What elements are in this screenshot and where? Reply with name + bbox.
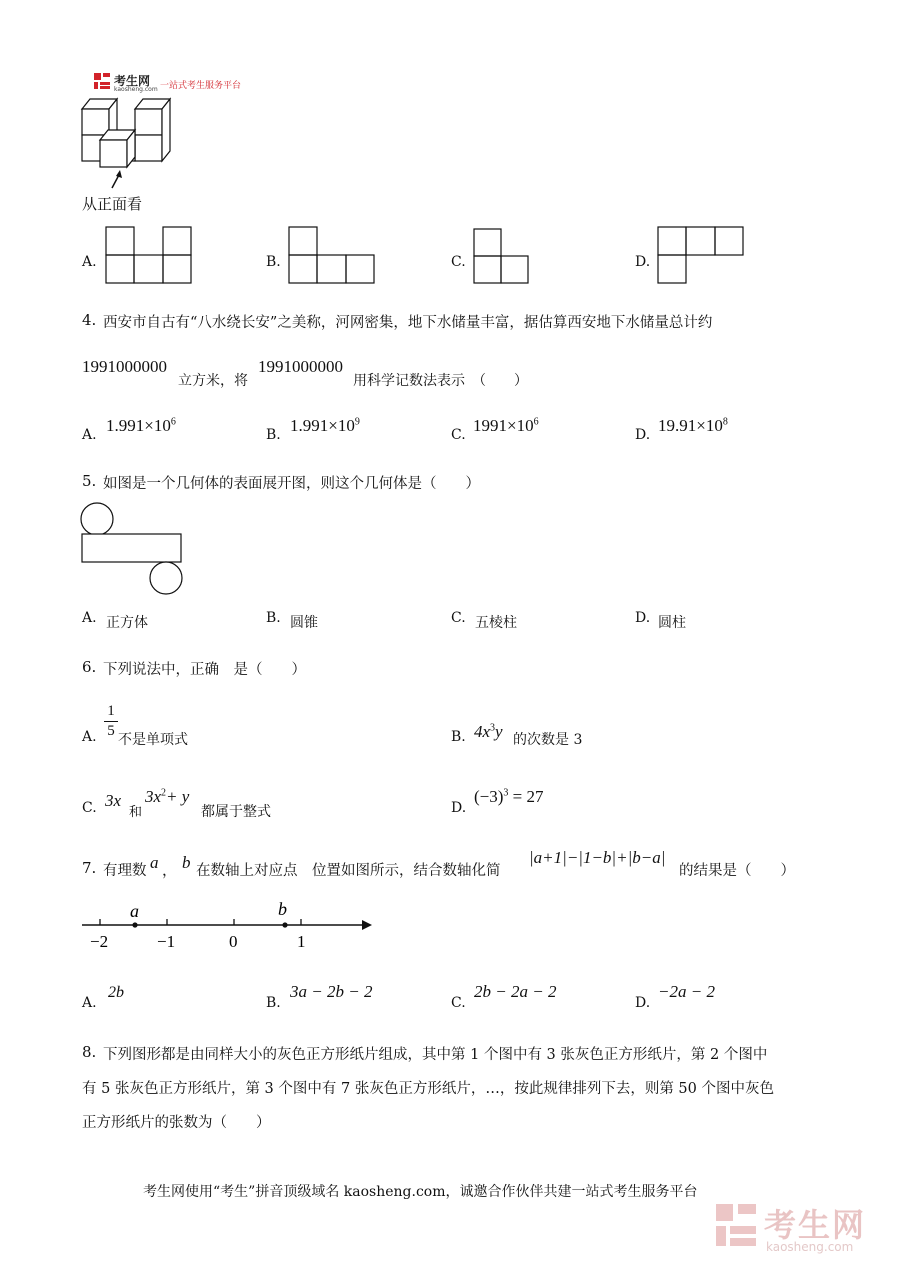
q4-option-b-value[interactable] [290, 416, 360, 436]
q6-option-a-text[interactable]: 不是单项式 [118, 732, 188, 748]
q4-option-c-exp: 6 [533, 416, 539, 428]
cube-stack-figure [80, 96, 190, 192]
q6-option-b-exp: 3 [490, 722, 496, 734]
q6-option-b-base: 4x [474, 722, 491, 741]
q6-option-b-letter[interactable]: B. [451, 729, 466, 745]
q3-option-b-figure[interactable] [288, 226, 376, 284]
q7-option-a-letter[interactable]: A. [82, 995, 97, 1011]
q6-option-b-expr[interactable] [474, 722, 503, 742]
q4-option-a-value[interactable] [106, 416, 176, 436]
q6-option-d-expr[interactable] [474, 787, 544, 807]
q8-stem-line1: 下列图形都是由同样大小的灰色正方形纸片组成，其中第 1 个图中有 3 张灰色正方形纸片，第 2 个图中 [103, 1047, 768, 1063]
q3-option-c-letter[interactable]: C. [451, 254, 466, 270]
q4-stem-end: 用科学记数法表示 （ ） [353, 373, 528, 389]
q6-option-d-letter[interactable]: D. [451, 800, 467, 816]
axis-tick-label: 0 [229, 932, 238, 951]
q7-option-c-text[interactable]: 2b − 2a − 2 [474, 982, 557, 1001]
q7-option-d-text[interactable]: −2a − 2 [658, 982, 715, 1001]
watermark-brand-url: kaosheng.com [766, 1240, 854, 1254]
q4-option-a-exp: 6 [170, 416, 176, 428]
q7-stem-part3: 的结果是（ ） [679, 863, 795, 879]
q7-expression: |a+1|−|1−b|+|b−a| [529, 848, 666, 867]
q6-option-d-exp: 3 [503, 787, 509, 799]
brand-url: kaosheng.com [114, 86, 158, 93]
q4-option-c-letter[interactable]: C. [451, 427, 466, 443]
q3-option-d-figure[interactable] [657, 226, 745, 284]
q5-option-a-letter[interactable]: A. [82, 610, 97, 626]
axis-tick-label: −1 [157, 932, 176, 951]
q4-option-b-base: 1.991×10 [290, 416, 355, 435]
q4-option-b-letter[interactable]: B. [266, 427, 281, 443]
q4-option-d-value[interactable] [658, 416, 728, 436]
brand-name: 考生网 [114, 74, 151, 88]
watermark-brand-name: 考生网 [764, 1206, 867, 1244]
q4-option-c-value[interactable] [473, 416, 539, 436]
q6-option-c-text[interactable]: 都属于整式 [201, 804, 271, 820]
q5-option-a-text[interactable]: 正方体 [106, 615, 148, 631]
q7-stem-part1: 有理数 [103, 863, 147, 879]
q3-option-a-letter[interactable]: A. [82, 254, 97, 270]
q6-option-d-base: (−3) [474, 787, 504, 806]
q5-option-d-text[interactable]: 圆柱 [658, 615, 686, 631]
q6-option-c-expr1[interactable]: 3x [105, 791, 122, 810]
brand-logo-icon [94, 73, 112, 91]
q6-number: 6. [82, 658, 97, 676]
q4-option-a-base: 1.991×10 [106, 416, 171, 435]
q6-option-a-fraction[interactable] [104, 703, 118, 740]
q5-stem: 如图是一个几何体的表面展开图，则这个几何体是（ ） [103, 476, 480, 492]
footer-text: 考生网使用“考生”拼音顶级域名 kaosheng.com，诚邀合作伙伴共建一站式考生服务平台 [143, 1184, 698, 1200]
q7-option-d-letter[interactable]: D. [635, 995, 651, 1011]
q6-option-a-numerator: 1 [107, 703, 115, 719]
q4-stem-line1: 西安市自古有“八水绕长安”之美称，河网密集，地下水储量丰富，据估算西安地下水储量总计约 [103, 315, 713, 331]
q4-stem-mid: 立方米，将 [178, 373, 248, 389]
q7-number: 7. [82, 859, 97, 877]
number-line-figure [80, 898, 380, 954]
q4-option-a-letter[interactable]: A. [82, 427, 97, 443]
view-direction-label: 从正面看 [82, 195, 143, 213]
axis-tick-label: −2 [90, 932, 109, 951]
q3-option-d-letter[interactable]: D. [635, 254, 651, 270]
q3-option-a-figure[interactable] [105, 226, 193, 284]
q4-number: 4. [82, 311, 97, 329]
q7-comma: ， [162, 861, 178, 879]
q7-option-c-letter[interactable]: C. [451, 995, 466, 1011]
q7-stem-part2: 在数轴上对应点 位置如图所示，结合数轴化简 [196, 863, 501, 879]
q7-option-a-text[interactable]: 2b [108, 984, 124, 1001]
q4-option-d-exp: 8 [722, 416, 728, 428]
q6-option-c-letter[interactable]: C. [82, 800, 97, 816]
q4-value-2: 1991000000 [258, 357, 343, 376]
q8-stem-line2: 有 5 张灰色正方形纸片，第 3 个图中有 7 张灰色正方形纸片，…，按此规律排列下去，则第 50 个图中灰色 [82, 1081, 774, 1097]
q5-option-b-letter[interactable]: B. [266, 610, 281, 626]
q3-option-b-letter[interactable]: B. [266, 254, 281, 270]
q4-option-d-letter[interactable]: D. [635, 427, 651, 443]
q5-option-b-text[interactable]: 圆锥 [290, 615, 318, 631]
q6-option-c-tail: + y [166, 787, 190, 806]
q6-option-b-var: y [495, 722, 503, 741]
q7-option-b-text[interactable]: 3a − 2b − 2 [290, 982, 373, 1001]
q8-number: 8. [82, 1043, 97, 1061]
fraction-bar [104, 721, 118, 722]
q8-stem-line3: 正方形纸片的张数为（ ） [82, 1115, 271, 1131]
q4-option-c-base: 1991×10 [473, 416, 534, 435]
q6-option-c-and: 和 [129, 805, 143, 820]
q4-option-d-base: 19.91×10 [658, 416, 723, 435]
brand-tagline: 一站式考生服务平台 [160, 81, 242, 91]
q6-option-c-expr2[interactable] [145, 787, 189, 807]
q6-option-d-rest: = 27 [512, 787, 544, 806]
q6-option-b-text[interactable]: 的次数是 3 [513, 732, 583, 748]
q5-option-c-text[interactable]: 五棱柱 [475, 615, 517, 631]
axis-label-b: b [278, 899, 287, 919]
cylinder-net-figure [80, 502, 184, 598]
q3-option-c-figure[interactable] [473, 228, 531, 284]
q6-option-a-letter[interactable]: A. [82, 729, 97, 745]
q6-option-a-denominator: 5 [107, 723, 115, 739]
q5-option-d-letter[interactable]: D. [635, 610, 651, 626]
header-logo[interactable] [94, 72, 264, 94]
q6-stem: 下列说法中，正确 是（ ） [103, 662, 306, 678]
q4-option-b-exp: 9 [354, 416, 360, 428]
axis-tick-label: 1 [297, 932, 306, 951]
q5-option-c-letter[interactable]: C. [451, 610, 466, 626]
q4-value-1: 1991000000 [82, 357, 167, 376]
watermark [716, 1198, 886, 1258]
q7-var-a: a [150, 853, 159, 872]
q7-option-b-letter[interactable]: B. [266, 995, 281, 1011]
q6-option-c-exp: 2 [161, 787, 167, 799]
q5-number: 5. [82, 472, 97, 490]
q7-var-b: b [182, 853, 191, 872]
watermark-logo-icon [716, 1204, 760, 1250]
q6-option-c-base: 3x [145, 787, 162, 806]
axis-label-a: a [130, 901, 139, 921]
